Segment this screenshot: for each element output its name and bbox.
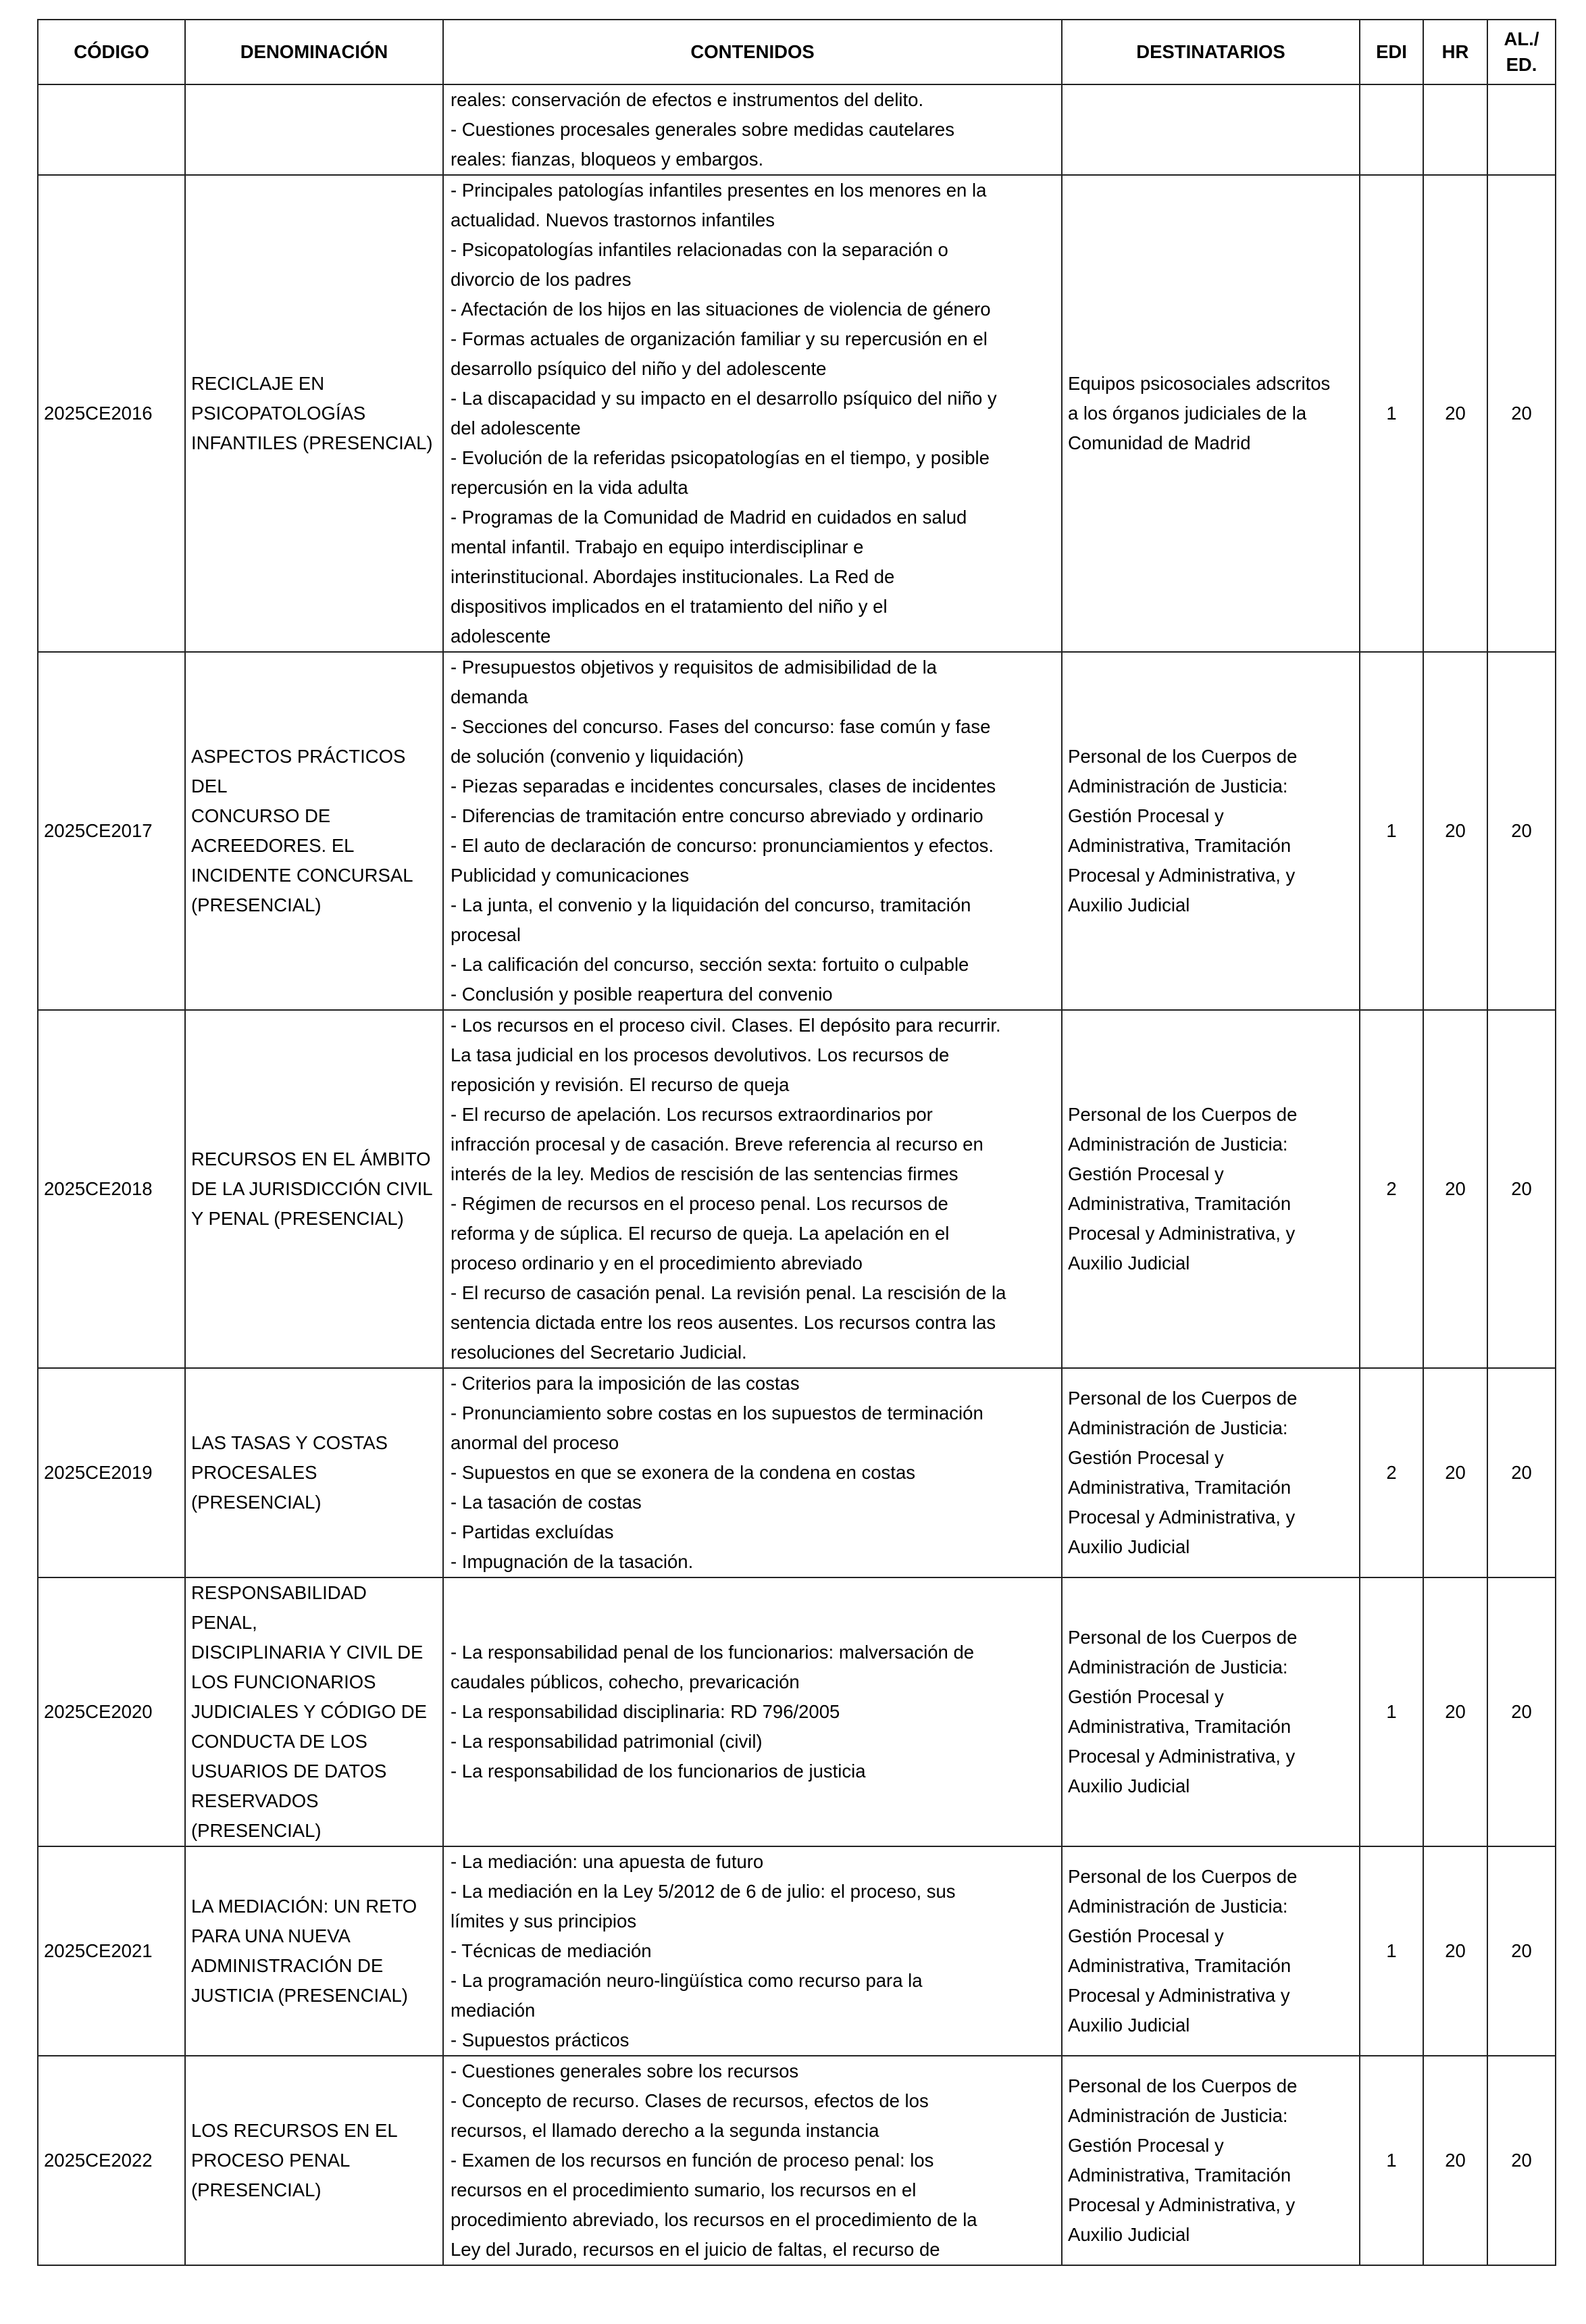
header-edi: EDI [1360, 20, 1423, 84]
content-line: resoluciones del Secretario Judicial. [451, 1342, 747, 1363]
al-ed-value: 20 [1511, 1178, 1532, 1199]
edi-value: 1 [1386, 2150, 1397, 2171]
denominacion-line: LA MEDIACIÓN: UN RETO [191, 1896, 417, 1917]
denominacion-cell [185, 1846, 443, 2056]
destinatarios-line: Personal de los Cuerpos de [1068, 1104, 1298, 1125]
destinatarios-line: Administración de Justicia: [1068, 1417, 1288, 1438]
continuation-contenidos [443, 84, 1062, 175]
destinatarios-line: Gestión Procesal y [1068, 1447, 1224, 1468]
header-destinatarios: DESTINATARIOS [1062, 20, 1360, 84]
destinatarios-cell [1062, 175, 1360, 652]
destinatarios-line: Personal de los Cuerpos de [1068, 1627, 1298, 1648]
destinatarios-line: Auxilio Judicial [1068, 1775, 1190, 1796]
destinatarios-line: Personal de los Cuerpos de [1068, 1388, 1298, 1409]
content-line: - La responsabilidad patrimonial (civil) [451, 1731, 763, 1752]
hr-value: 20 [1445, 1462, 1466, 1483]
edi-value: 1 [1386, 1940, 1397, 1961]
denominacion-line: USUARIOS DE DATOS [191, 1761, 387, 1782]
denominacion-line: DE LA JURISDICCIÓN CIVIL [191, 1178, 433, 1199]
al-ed-cell [1487, 652, 1556, 1010]
denominacion-line: LOS FUNCIONARIOS [191, 1671, 376, 1692]
destinatarios-line: Administración de Justicia: [1068, 1657, 1288, 1677]
content-line: - Programas de la Comunidad de Madrid en cuidados en salud [451, 507, 967, 528]
table-row [38, 1846, 1556, 2056]
table-row [38, 1577, 1556, 1846]
content-line: - La mediación en la Ley 5/2012 de 6 de julio: el proceso, sus [451, 1881, 956, 1902]
denominacion-line: (PRESENCIAL) [191, 1492, 322, 1513]
content-line: reales: conservación de efectos e instrumentos del delito. [451, 89, 924, 110]
header-al-ed-line2: ED. [1506, 54, 1537, 75]
header-codigo: CÓDIGO [38, 20, 185, 84]
course-code: 2025CE2017 [44, 820, 153, 841]
destinatarios-line: Equipos psicosociales adscritos [1068, 373, 1331, 394]
content-line: - Psicopatologías infantiles relacionadas con la separación o [451, 239, 948, 260]
content-line: actualidad. Nuevos trastornos infantiles [451, 209, 775, 230]
hr-value: 20 [1445, 1701, 1466, 1722]
denominacion-cell [185, 1010, 443, 1368]
content-line: - La programación neuro-lingüística como recurso para la [451, 1970, 923, 1991]
al-ed-cell [1487, 1010, 1556, 1368]
content-line: - Evolución de la referidas psicopatologías en el tiempo, y posible [451, 447, 990, 468]
destinatarios-line: Administración de Justicia: [1068, 1896, 1288, 1917]
destinatarios-cell [1062, 652, 1360, 1010]
course-code: 2025CE2022 [44, 2150, 153, 2171]
content-line: procedimiento abreviado, los recursos en el procedimiento de la [451, 2209, 977, 2230]
denominacion-line: RESERVADOS [191, 1790, 319, 1811]
content-line: caudales públicos, cohecho, prevaricación [451, 1671, 800, 1692]
content-line: del adolescente [451, 418, 581, 438]
content-line: - Técnicas de mediación [451, 1940, 652, 1961]
header-al-ed-line1: AL./ [1504, 28, 1539, 49]
denominacion-cell [185, 1577, 443, 1846]
content-line: proceso ordinario y en el procedimiento abreviado [451, 1253, 863, 1273]
destinatarios-line: Gestión Procesal y [1068, 2135, 1224, 2156]
al-ed-value: 20 [1511, 2150, 1532, 2171]
content-line: desarrollo psíquico del niño y del adolescente [451, 358, 827, 379]
denominacion-line: PROCESO PENAL [191, 2150, 351, 2171]
hr-value: 20 [1445, 403, 1466, 424]
content-line: - La calificación del concurso, sección sexta: fortuito o culpable [451, 954, 969, 975]
content-line: - Cuestiones procesales generales sobre medidas cautelares [451, 119, 954, 140]
denominacion-line: ADMINISTRACIÓN DE [191, 1955, 384, 1976]
continuation-row [38, 84, 1556, 175]
content-line: - Secciones del concurso. Fases del concurso: fase común y fase [451, 716, 991, 737]
contenidos-cell [443, 1846, 1062, 2056]
course-code: 2025CE2019 [44, 1462, 153, 1483]
content-line: infracción procesal y de casación. Breve referencia al recurso en [451, 1134, 983, 1155]
hr-value: 20 [1445, 2150, 1466, 2171]
destinatarios-cell [1062, 1846, 1360, 2056]
table-row [38, 2056, 1556, 2265]
denominacion-line: INCIDENTE CONCURSAL [191, 865, 413, 886]
denominacion-cell [185, 2056, 443, 2265]
content-line: mediación [451, 2000, 536, 2021]
al-ed-value: 20 [1511, 403, 1532, 424]
denominacion-cell [185, 175, 443, 652]
destinatarios-line: Procesal y Administrativa, y [1068, 2194, 1296, 2215]
content-line: - Impugnación de la tasación. [451, 1551, 694, 1572]
denominacion-line: JUSTICIA (PRESENCIAL) [191, 1985, 408, 2006]
content-line: reposición y revisión. El recurso de queja [451, 1074, 790, 1095]
content-line: - Concepto de recurso. Clases de recursos, efectos de los [451, 2090, 929, 2111]
al-ed-value: 20 [1511, 1462, 1532, 1483]
destinatarios-line: Administrativa, Tramitación [1068, 2165, 1291, 2186]
hr-cell [1423, 652, 1487, 1010]
destinatarios-line: Procesal y Administrativa, y [1068, 1746, 1296, 1767]
content-line: de solución (convenio y liquidación) [451, 746, 744, 767]
content-line: reforma y de súplica. El recurso de queja. La apelación en el [451, 1223, 950, 1244]
content-line: interés de la ley. Medios de rescisión de las sentencias firmes [451, 1163, 958, 1184]
denominacion-line: DISCIPLINARIA Y CIVIL DE [191, 1642, 424, 1663]
edi-value: 2 [1386, 1462, 1397, 1483]
contenidos-cell [443, 652, 1062, 1010]
content-line: - La mediación: una apuesta de futuro [451, 1851, 764, 1872]
codigo-cell [38, 1368, 185, 1577]
edi-cell [1360, 1368, 1423, 1577]
denominacion-cell [185, 652, 443, 1010]
content-line: - Formas actuales de organización familiar y su repercusión en el [451, 328, 988, 349]
header-al-ed [1487, 20, 1556, 84]
destinatarios-line: Auxilio Judicial [1068, 894, 1190, 915]
denominacion-line: RECICLAJE EN [191, 373, 325, 394]
destinatarios-line: Administrativa, Tramitación [1068, 835, 1291, 856]
destinatarios-line: Auxilio Judicial [1068, 1536, 1190, 1557]
content-line: - La responsabilidad penal de los funcionarios: malversación de [451, 1642, 975, 1663]
edi-value: 1 [1386, 820, 1397, 841]
hr-cell [1423, 1846, 1487, 2056]
contenidos-cell [443, 2056, 1062, 2265]
destinatarios-line: Administración de Justicia: [1068, 2105, 1288, 2126]
course-code: 2025CE2021 [44, 1940, 153, 1961]
al-ed-cell [1487, 1846, 1556, 2056]
destinatarios-line: Personal de los Cuerpos de [1068, 746, 1298, 767]
destinatarios-line: Personal de los Cuerpos de [1068, 2075, 1298, 2096]
content-line: - Cuestiones generales sobre los recursos [451, 2061, 799, 2081]
content-line: - Examen de los recursos en función de proceso penal: los [451, 2150, 934, 2171]
hr-cell [1423, 2056, 1487, 2265]
contenidos-cell [443, 1577, 1062, 1846]
edi-cell [1360, 1010, 1423, 1368]
edi-cell [1360, 652, 1423, 1010]
denominacion-line: RECURSOS EN EL ÁMBITO [191, 1148, 431, 1169]
content-line: - La discapacidad y su impacto en el desarrollo psíquico del niño y [451, 388, 997, 409]
content-line: - Supuestos prácticos [451, 2029, 630, 2050]
continuation-denominacion [185, 84, 443, 175]
content-line: divorcio de los padres [451, 269, 632, 290]
content-line: dispositivos implicados en el tratamiento del niño y el [451, 596, 888, 617]
al-ed-cell [1487, 2056, 1556, 2265]
table-row [38, 652, 1556, 1010]
content-line: - Presupuestos objetivos y requisitos de admisibilidad de la [451, 657, 937, 678]
edi-value: 2 [1386, 1178, 1397, 1199]
content-line: interinstitucional. Abordajes institucionales. La Red de [451, 566, 895, 587]
edi-cell [1360, 2056, 1423, 2265]
header-row [38, 20, 1556, 84]
destinatarios-line: Administrativa, Tramitación [1068, 1955, 1291, 1976]
content-line: - Criterios para la imposición de las costas [451, 1373, 800, 1394]
denominacion-cell [185, 1368, 443, 1577]
content-line: recursos en el procedimiento sumario, los recursos en el [451, 2179, 917, 2200]
continuation-edi [1360, 84, 1423, 175]
continuation-al-ed [1487, 84, 1556, 175]
denominacion-line: INFANTILES (PRESENCIAL) [191, 432, 433, 453]
denominacion-line: CONDUCTA DE LOS [191, 1731, 367, 1752]
denominacion-line: PROCESALES [191, 1462, 317, 1483]
course-code: 2025CE2018 [44, 1178, 153, 1199]
codigo-cell [38, 652, 185, 1010]
hr-value: 20 [1445, 1940, 1466, 1961]
edi-value: 1 [1386, 403, 1397, 424]
destinatarios-line: Procesal y Administrativa, y [1068, 1507, 1296, 1527]
destinatarios-line: Auxilio Judicial [1068, 2015, 1190, 2036]
header-hr: HR [1423, 20, 1487, 84]
content-line: - La responsabilidad disciplinaria: RD 796/2005 [451, 1701, 840, 1722]
content-line: - La junta, el convenio y la liquidación del concurso, tramitación [451, 894, 971, 915]
destinatarios-line: Administración de Justicia: [1068, 1134, 1288, 1155]
destinatarios-line: Gestión Procesal y [1068, 805, 1224, 826]
destinatarios-cell [1062, 1577, 1360, 1846]
destinatarios-line: Administrativa, Tramitación [1068, 1477, 1291, 1498]
hr-cell [1423, 1577, 1487, 1846]
table-row [38, 1010, 1556, 1368]
destinatarios-line: Procesal y Administrativa, y [1068, 865, 1296, 886]
al-ed-value: 20 [1511, 1701, 1532, 1722]
content-line: - El auto de declaración de concurso: pronunciamientos y efectos. [451, 835, 994, 856]
content-line: sentencia dictada entre los reos ausentes. Los recursos contra las [451, 1312, 996, 1333]
content-line: - El recurso de apelación. Los recursos extraordinarios por [451, 1104, 933, 1125]
edi-cell [1360, 1577, 1423, 1846]
content-line: - Los recursos en el proceso civil. Clases. El depósito para recurrir. [451, 1015, 1001, 1036]
content-line: demanda [451, 686, 528, 707]
denominacion-line: JUDICIALES Y CÓDIGO DE [191, 1701, 427, 1722]
content-line: - Conclusión y posible reapertura del convenio [451, 984, 833, 1005]
content-line: repercusión en la vida adulta [451, 477, 688, 498]
content-line: - Piezas separadas e incidentes concursales, clases de incidentes [451, 776, 996, 797]
content-line: - Supuestos en que se exonera de la condena en costas [451, 1462, 915, 1483]
denominacion-line: LAS TASAS Y COSTAS [191, 1432, 388, 1453]
destinatarios-cell [1062, 1010, 1360, 1368]
continuation-destinatarios [1062, 84, 1360, 175]
denominacion-line: RESPONSABILIDAD PENAL, [191, 1582, 367, 1633]
destinatarios-line: Gestión Procesal y [1068, 1686, 1224, 1707]
destinatarios-line: Gestión Procesal y [1068, 1163, 1224, 1184]
al-ed-cell [1487, 1577, 1556, 1846]
continuation-hr [1423, 84, 1487, 175]
table-row [38, 1368, 1556, 1577]
content-line: adolescente [451, 626, 551, 647]
content-line: anormal del proceso [451, 1432, 619, 1453]
denominacion-line: (PRESENCIAL) [191, 1820, 322, 1841]
header-denominacion: DENOMINACIÓN [185, 20, 443, 84]
edi-value: 1 [1386, 1701, 1397, 1722]
codigo-cell [38, 175, 185, 652]
contenidos-cell [443, 1010, 1062, 1368]
destinatarios-line: a los órganos judiciales de la [1068, 403, 1307, 424]
denominacion-line: ACREEDORES. EL [191, 835, 355, 856]
destinatarios-line: Administrativa, Tramitación [1068, 1193, 1291, 1214]
al-ed-value: 20 [1511, 1940, 1532, 1961]
destinatarios-line: Gestión Procesal y [1068, 1925, 1224, 1946]
denominacion-line: (PRESENCIAL) [191, 2179, 322, 2200]
denominacion-line: PARA UNA NUEVA [191, 1925, 351, 1946]
hr-cell [1423, 1010, 1487, 1368]
content-line: límites y sus principios [451, 1911, 637, 1931]
course-code: 2025CE2020 [44, 1701, 153, 1722]
course-code: 2025CE2016 [44, 403, 153, 424]
contenidos-cell [443, 175, 1062, 652]
destinatarios-cell [1062, 2056, 1360, 2265]
denominacion-line: (PRESENCIAL) [191, 894, 322, 915]
content-line: - Régimen de recursos en el proceso penal. Los recursos de [451, 1193, 948, 1214]
al-ed-value: 20 [1511, 820, 1532, 841]
content-line: - La tasación de costas [451, 1492, 642, 1513]
content-line: - Afectación de los hijos en las situaciones de violencia de género [451, 299, 991, 320]
content-line: - Partidas excluídas [451, 1521, 614, 1542]
codigo-cell [38, 2056, 185, 2265]
content-line: - El recurso de casación penal. La revisión penal. La rescisión de la [451, 1282, 1006, 1303]
destinatarios-line: Administrativa, Tramitación [1068, 1716, 1291, 1737]
denominacion-line: CONCURSO DE [191, 805, 331, 826]
content-line: - Pronunciamiento sobre costas en los supuestos de terminación [451, 1403, 983, 1423]
destinatarios-line: Administración de Justicia: [1068, 776, 1288, 797]
content-line: Publicidad y comunicaciones [451, 865, 690, 886]
content-line: recursos, el llamado derecho a la segunda instancia [451, 2120, 879, 2141]
codigo-cell [38, 1577, 185, 1846]
denominacion-line: PSICOPATOLOGÍAS [191, 403, 366, 424]
hr-value: 20 [1445, 820, 1466, 841]
content-line: reales: fianzas, bloqueos y embargos. [451, 149, 764, 170]
denominacion-line: Y PENAL (PRESENCIAL) [191, 1208, 404, 1229]
content-line: - Principales patologías infantiles presentes en los menores en la [451, 180, 987, 201]
table-body [38, 84, 1556, 2265]
destinatarios-line: Procesal y Administrativa y [1068, 1985, 1290, 2006]
content-line: mental infantil. Trabajo en equipo interdisciplinar e [451, 536, 864, 557]
destinatarios-line: Personal de los Cuerpos de [1068, 1866, 1298, 1887]
header-contenidos: CONTENIDOS [443, 20, 1062, 84]
hr-value: 20 [1445, 1178, 1466, 1199]
destinatarios-line: Auxilio Judicial [1068, 2224, 1190, 2245]
table-row [38, 175, 1556, 652]
al-ed-cell [1487, 1368, 1556, 1577]
content-line: procesal [451, 924, 521, 945]
courses-table [37, 19, 1556, 2266]
al-ed-cell [1487, 175, 1556, 652]
edi-cell [1360, 175, 1423, 652]
destinatarios-cell [1062, 1368, 1360, 1577]
denominacion-line: ASPECTOS PRÁCTICOS DEL [191, 746, 406, 797]
edi-cell [1360, 1846, 1423, 2056]
destinatarios-line: Auxilio Judicial [1068, 1253, 1190, 1273]
content-line: La tasa judicial en los procesos devolutivos. Los recursos de [451, 1044, 950, 1065]
denominacion-line: LOS RECURSOS EN EL [191, 2120, 398, 2141]
content-line: - La responsabilidad de los funcionarios de justicia [451, 1761, 866, 1782]
contenidos-cell [443, 1368, 1062, 1577]
codigo-cell [38, 1010, 185, 1368]
destinatarios-line: Procesal y Administrativa, y [1068, 1223, 1296, 1244]
codigo-cell [38, 1846, 185, 2056]
content-line: - Diferencias de tramitación entre concurso abreviado y ordinario [451, 805, 983, 826]
content-line: Ley del Jurado, recursos en el juicio de faltas, el recurso de [451, 2239, 940, 2260]
hr-cell [1423, 1368, 1487, 1577]
hr-cell [1423, 175, 1487, 652]
destinatarios-line: Comunidad de Madrid [1068, 432, 1251, 453]
continuation-codigo [38, 84, 185, 175]
